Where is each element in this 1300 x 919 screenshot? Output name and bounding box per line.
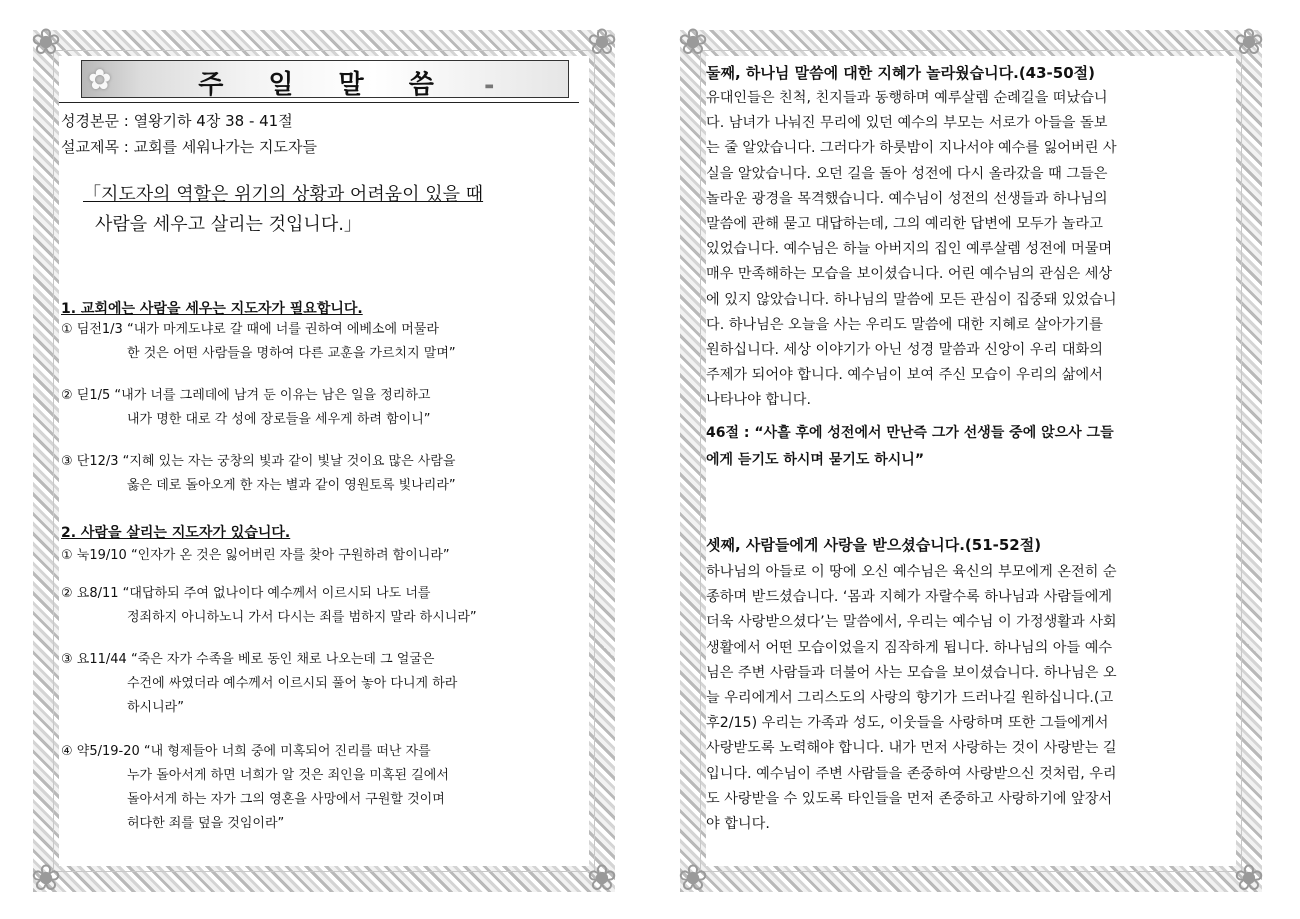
floral-corner-icon: ❀ xyxy=(1233,22,1265,63)
scripture-line xyxy=(61,110,293,131)
floral-corner-icon: ❀ xyxy=(677,22,709,63)
sermon-title-line xyxy=(61,136,317,157)
verse-line: ④ 약5/19-20 “내 형제들아 너희 중에 미혹되어 진리를 떠난 자를 xyxy=(61,744,431,759)
quote-line: 「지도자의 역할은 위기의 상황과 어려움이 있을 때 xyxy=(83,184,484,205)
text-line: 매우 만족해하는 모습을 보이셨습니다. 어린 예수님의 관심은 세상 xyxy=(706,266,1113,283)
text-line: 실을 알았습니다. 오던 길을 돌아 성전에 다시 올라갔을 때 그들은 xyxy=(706,165,1108,182)
section-heading: 셋째, 사람들에게 사랑을 받으셨습니다.(51-52절) xyxy=(706,536,1042,554)
divider xyxy=(59,102,579,103)
verse-item xyxy=(61,544,581,568)
right-page-content xyxy=(706,56,1236,866)
text-line: 사랑받도록 노력해야 합니다. 내가 먼저 사랑하는 것이 사랑받는 길 xyxy=(706,740,1117,757)
text-line: 유대인들은 친척, 친지들과 동행하며 예루살렘 순례길을 떠났습니 xyxy=(706,90,1108,106)
daisy-icon: ✿ xyxy=(88,63,112,96)
floral-corner-icon: ❀ xyxy=(30,858,62,899)
verse-line: ③ 요11/44 “죽은 자가 수족을 베로 동인 채로 나오는데 그 얼굴은 xyxy=(61,652,435,667)
scripture-text: 열왕기하 4장 38 - 41절 xyxy=(133,112,293,130)
text-line: 늘 우리에게서 그리스도의 사랑의 향기가 드러나길 원하십니다.(고 xyxy=(706,690,1114,707)
verse-line: ② 요8/11 “대답하되 주여 없나이다 예수께서 이르시되 나도 너를 xyxy=(61,586,431,601)
text-line: 하나님의 아들로 이 땅에 오신 예수님은 육신의 부모에게 온전히 순 xyxy=(706,564,1117,580)
verse-line: 옳은 데로 돌아오게 한 자는 별과 같이 영원토록 빛나리라” xyxy=(127,478,456,493)
verse-line: 내가 명한 대로 각 성에 장로들을 세우게 하려 함이니” xyxy=(127,412,431,427)
text-line: 다. 남녀가 나눠진 무리에 있던 예수의 부모는 서로가 아들을 돌보 xyxy=(706,115,1108,132)
verse-line: ② 딛1/5 “내가 너를 그레데에 남겨 둔 이유는 남은 일을 정리하고 xyxy=(61,388,431,403)
text-line: 다. 하나님은 오늘을 사는 우리도 말씀에 대한 지혜로 살아가기를 xyxy=(706,316,1103,333)
floral-corner-icon: ❀ xyxy=(586,22,618,63)
verse-line: 하시니라” xyxy=(127,700,184,715)
verse-quote xyxy=(706,420,1242,474)
text-line: 원하십니다. 세상 이야기가 아닌 성경 말씀과 신앙이 우리 대화의 xyxy=(706,342,1103,359)
text-line: 도 사랑받을 수 있도록 타인들을 먼저 존중하고 사랑하기에 앞장서 xyxy=(706,790,1113,807)
banner-mark-icon: ▬ xyxy=(484,81,494,92)
floral-corner-icon: ❀ xyxy=(30,22,62,63)
text-line: 더욱 사랑받으셨다’는 말씀에서, 우리는 예수님 이 가정생활과 사회 xyxy=(706,614,1117,631)
verse-line: 정죄하지 아니하노니 가서 다시는 죄를 범하지 말라 하시니라” xyxy=(127,610,477,625)
page-title: 주 일 말 씀 xyxy=(198,70,452,100)
verse-line: 46절 : “사흘 후에 성전에서 만난즉 그가 선생들 중에 앉으사 그들 xyxy=(706,425,1114,441)
text-line: 생활에서 어떤 모습이었을지 짐작하게 됩니다. 하나님의 아들 예수 xyxy=(706,639,1113,656)
verse-item xyxy=(61,450,581,498)
sermon-label: 설교제목 : xyxy=(61,138,129,156)
left-page xyxy=(30,22,618,899)
verse-line: 수건에 싸였더라 예수께서 이르시되 풀어 놓아 다니게 하라 xyxy=(127,676,458,691)
verse-line: 허다한 죄를 덮을 것임이라” xyxy=(127,816,285,831)
text-line: 입니다. 예수님이 주변 사람들을 존중하여 사랑받으신 것처럼, 우리 xyxy=(706,765,1117,782)
paragraph xyxy=(706,86,1242,414)
text-line: 나타나야 합니다. xyxy=(706,392,811,409)
quote-line: 사람을 세우고 살리는 것입니다.」 xyxy=(95,214,362,235)
left-page-content xyxy=(59,56,589,866)
paragraph xyxy=(706,560,1242,837)
sermon-text: 교회를 세워나가는 지도자들 xyxy=(133,138,317,156)
text-line: 야 합니다. xyxy=(706,816,770,833)
verse-line: ① 눅19/10 “인자가 온 것은 잃어버린 자를 찾아 구원하려 함이니라” xyxy=(61,548,450,563)
verse-line: 한 것은 어떤 사람들을 명하여 다른 교훈을 가르치지 말며” xyxy=(127,346,456,361)
text-line: 에 있지 않았습니다. 하나님의 말씀에 모든 관심이 집중돼 있었습니 xyxy=(706,291,1117,308)
verse-line: 에게 듣기도 하시며 묻기도 하시니” xyxy=(706,452,925,468)
text-line: 주제가 되어야 합니다. 예수님이 보여 주신 모습이 우리의 삶에서 xyxy=(706,367,1103,384)
section-heading: 둘째, 하나님 말씀에 대한 지혜가 놀라웠습니다.(43-50절) xyxy=(706,64,1095,82)
text-line: 후2/15) 우리는 가족과 성도, 이웃들을 사랑하며 또한 그들에게서 xyxy=(706,715,1109,732)
verse-item xyxy=(61,384,581,432)
verse-line: 누가 돌아서게 하면 너희가 알 것은 죄인을 미혹된 길에서 xyxy=(127,768,449,783)
verse-item xyxy=(61,648,581,720)
verse-line: 돌아서게 하는 자가 그의 영혼을 사망에서 구원할 것이며 xyxy=(127,792,445,807)
verse-item xyxy=(61,318,581,366)
verse-item xyxy=(61,740,581,836)
text-line: 있었습니다. 예수님은 하늘 아버지의 집인 예루살렘 성전에 머물며 xyxy=(706,241,1113,258)
text-line: 종하며 받드셨습니다. ‘몸과 지혜가 자랄수록 하나님과 사람들에게 xyxy=(706,589,1113,606)
right-page xyxy=(677,22,1265,899)
verse-line: ① 딤전1/3 “내가 마게도냐로 갈 때에 너를 권하여 에베소에 머물라 xyxy=(61,322,439,337)
floral-corner-icon: ❀ xyxy=(586,858,618,899)
verse-item xyxy=(61,582,581,630)
scripture-label: 성경본문 : xyxy=(61,112,129,130)
section-heading: 2. 사람을 살리는 지도자가 있습니다. xyxy=(61,525,291,541)
verse-line: ③ 단12/3 “지혜 있는 자는 궁창의 빛과 같이 빛날 것이요 많은 사람을 xyxy=(61,454,456,469)
text-line: 말씀에 관해 묻고 대답하는데, 그의 예리한 답변에 모두가 놀라고 xyxy=(706,216,1103,233)
section-heading: 1. 교회에는 사람을 세우는 지도자가 필요합니다. xyxy=(61,301,363,317)
floral-corner-icon: ❀ xyxy=(677,858,709,899)
floral-corner-icon: ❀ xyxy=(1233,858,1265,899)
text-line: 는 줄 알았습니다. 그러다가 하룻밤이 지나서야 예수를 잃어버린 사 xyxy=(706,140,1117,157)
text-line: 놀라운 광경을 목격했습니다. 예수님이 성전의 선생들과 하나님의 xyxy=(706,190,1108,207)
text-line: 님은 주변 사람들과 더불어 사는 모습을 보이셨습니다. 하나님은 오 xyxy=(706,664,1117,681)
title-banner xyxy=(81,60,569,98)
key-quote xyxy=(83,180,483,240)
